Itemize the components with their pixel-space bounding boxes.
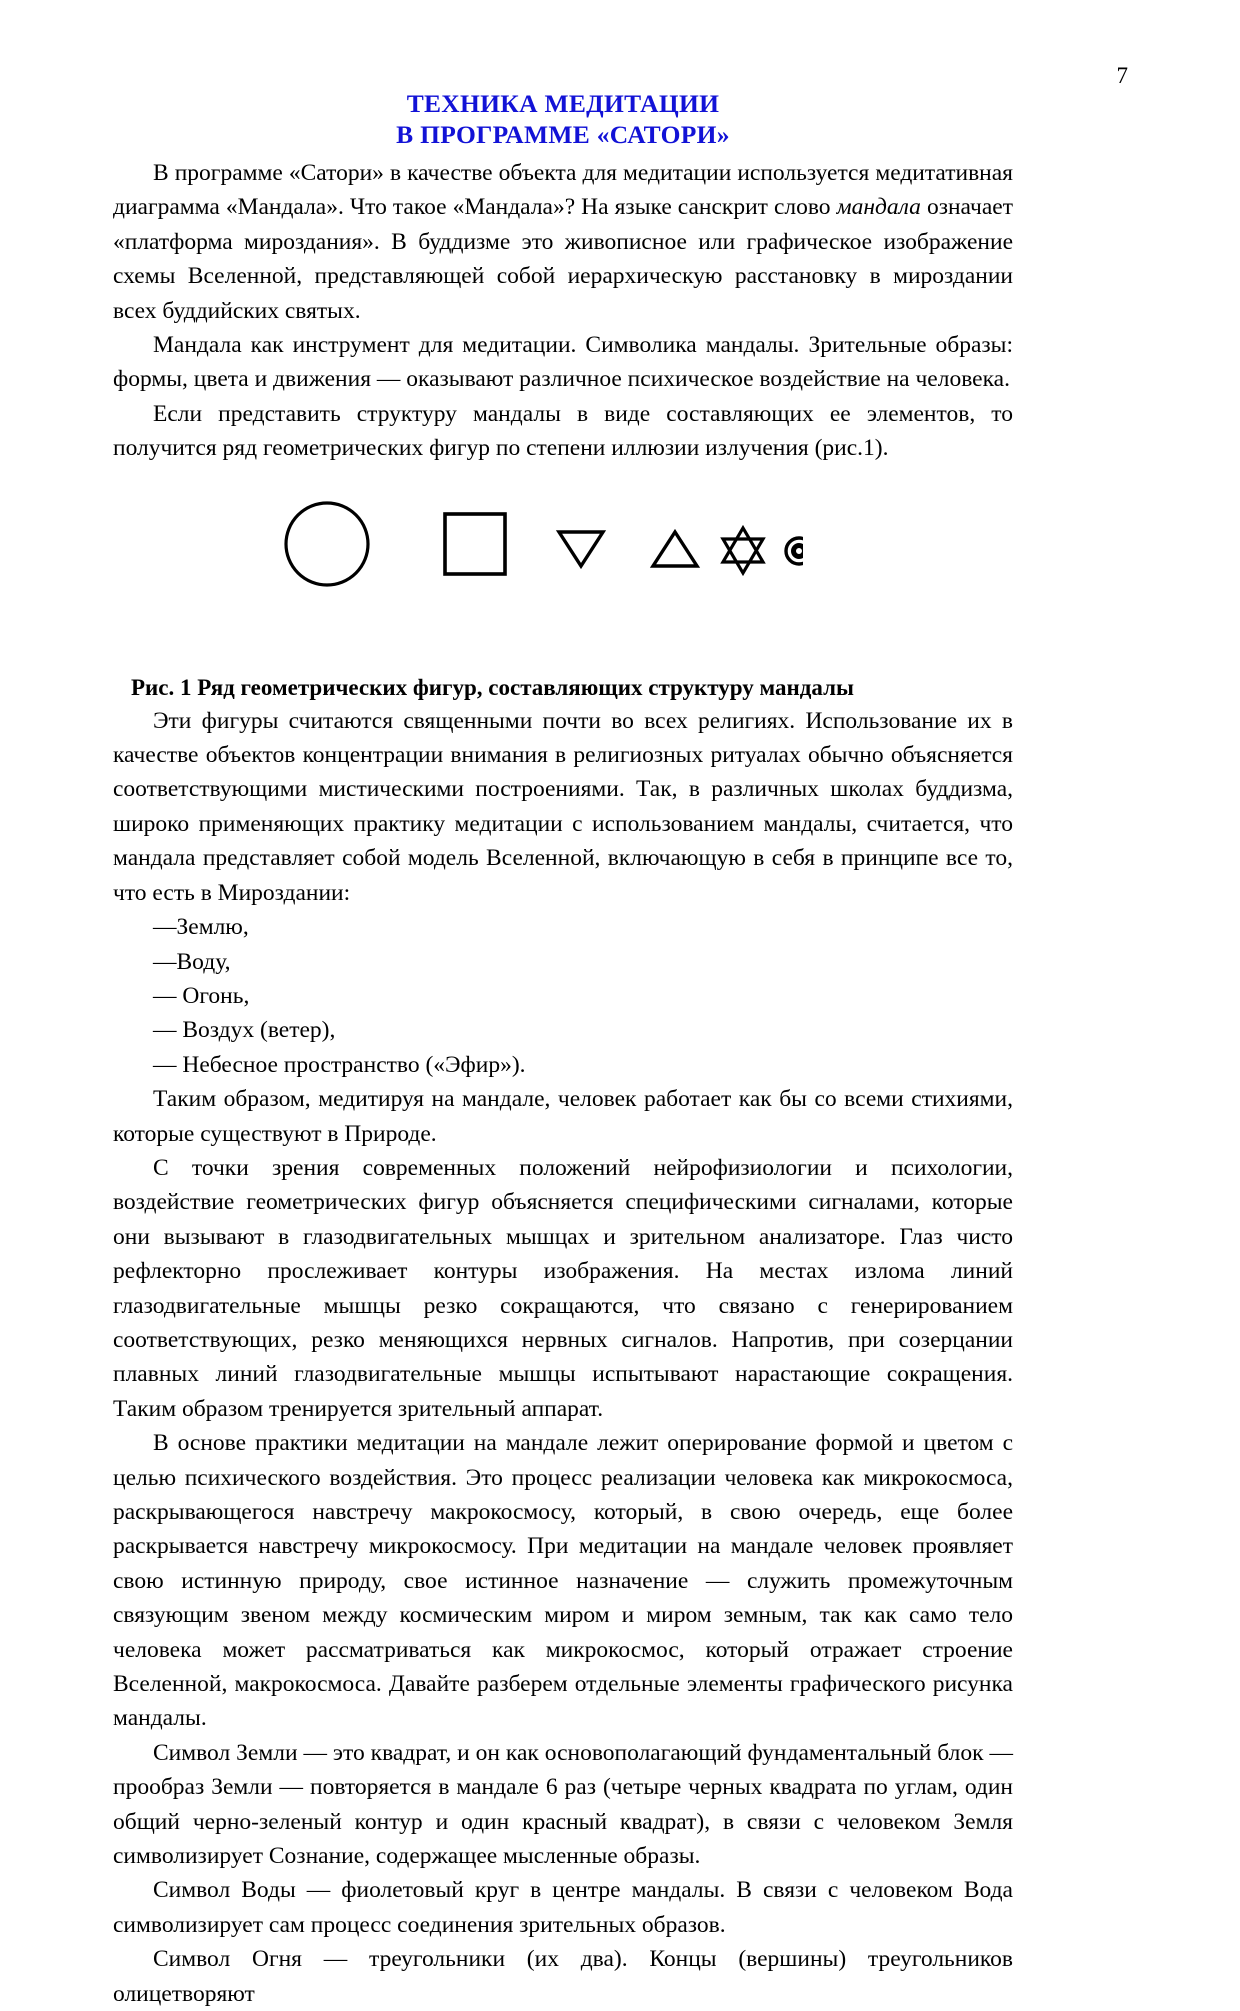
concentric-inner-circle — [794, 545, 804, 556]
page-title-line-2: В ПРОГРАММЕ «САТОРИ» — [396, 120, 730, 149]
geometric-shapes-row — [273, 494, 803, 594]
page-title-line-1: ТЕХНИКА МЕДИТАЦИИ — [406, 89, 720, 118]
list-item: —Землю, — [153, 914, 249, 941]
paragraph-elements-summary: Таким образом, медитируя на мандале, человек работает как бы со всеми стихиями, которые существуют в Природе. — [113, 1086, 1013, 1147]
square-shape — [445, 514, 505, 574]
figure-caption: Рис. 1 Ряд геометрических фигур, составляющих структуру мандалы — [131, 674, 854, 700]
paragraph-intro — [113, 156, 1013, 328]
list-item: — Небесное пространство («Эфир»). — [153, 1051, 526, 1078]
paragraph-symbol-fire: Символ Огня — треугольники (их два). Концы (вершины) треугольников олицетворяют — [113, 1946, 1013, 2007]
page-content — [113, 88, 1013, 2011]
figure-spacer — [113, 616, 1013, 672]
paragraph-symbol-water: Символ Воды — фиолетовый круг в центре мандалы. В связи с человеком Вода символизирует сам процесс соединения зрительных образов. — [113, 1877, 1013, 1938]
term-mandala-italic: мандала — [836, 194, 921, 221]
paragraph-microcosm: В основе практики медитации на мандале лежит оперирование формой и цветом с целью психического воздействия. Это процесс реализации человека как микрокосмоса, раскрывающегося навстречу макрокосмосу, который, в свою очередь, еще более раскрывается навстречу микрокосмосу. При медитации на мандале человек проявляет свою истинную природу, свое истинное назначение — служить промежуточным связующим звеном между космическим миром и миром земным, так как само тело человека может рассматриваться как микрокосмос, который отражает строение Вселенной, макрокосмоса. Давайте разберем отдельные элементы графического рисунка мандалы. — [113, 1430, 1013, 1732]
paragraph-intro-part-b: означает «платформа мироздания». В буддизме это живописное или графическое изображение схемы Вселенной, представляющей собой иерархическую расстановку в мироздании всех буддийских святых. — [113, 194, 1013, 324]
triangle-down-shape — [559, 532, 603, 566]
paragraph-mandala-tool: Мандала как инструмент для медитации. Символика мандалы. Зрительные образы: формы, цвета и движения — оказывают различное психическое воздействие на человека. — [113, 332, 1013, 393]
star-triangle-up — [723, 528, 763, 562]
paragraph-intro-part-a: В программе «Сатори» в качестве объекта для медитации используется медитативная диаграмма «Мандала». Что такое «Мандала»? На языке санскрит слово — [113, 160, 1013, 221]
paragraph-structure: Если представить структуру мандалы в виде составляющих ее элементов, то получится ряд геометрических фигур по степени иллюзии излучения (рис.1). — [113, 400, 1013, 462]
geometric-shapes-svg — [273, 494, 803, 594]
page-title — [113, 88, 1013, 150]
paragraph-symbol-earth: Символ Земли — это квадрат, и он как основополагающий фундаментальный блок — прообраз Земли — повторяется в мандале 6 раз (четыре черных квадрата по углам, один общий черно-зеленый контур и один красный квадрат), в связи с человеком Земля символизирует Сознание, содержащее мысленные образы. — [113, 1739, 1013, 1870]
figure-1 — [113, 466, 1013, 616]
circle-shape — [286, 503, 368, 585]
triangle-up-shape — [653, 532, 697, 566]
list-item: — Огонь, — [153, 982, 250, 1009]
paragraph-neurophysiology: С точки зрения современных положений нейрофизиологии и психологии, воздействие геометрических фигур объясняется специфическими сигналами, которые они вызывают в глазодвигательных мышцах и зрительном анализаторе. Глаз чисто рефлекторно прослеживает контуры изображения. На местах излома линий глазодвигательные мышцы резко сокращаются, что связано с генерированием соответствующих, резко меняющихся нервных сигналов. Напротив, при созерцании плавных линий глазодвигательные мышцы испытывают нарастающие сокращения. Таким образом тренируется зрительный аппарат. — [113, 1154, 1013, 1422]
page-number: 7 — [1116, 63, 1128, 88]
paragraph-sacred-figures: Эти фигуры считаются священными почти во всех религиях. Использование их в качестве объектов концентрации внимания в религиозных ритуалах обычно объясняется соответствующими мистическими построениями. Так, в различных школах буддизма, широко применяющих практику медитации с использованием мандалы, считается, что мандала представляет собой модель Вселенной, включающую в себя в принципе все то, что есть в Мироздании: — [113, 707, 1013, 906]
list-item: —Воду, — [153, 948, 231, 975]
star-triangle-down — [723, 539, 763, 573]
list-item: — Воздух (ветер), — [153, 1017, 336, 1044]
